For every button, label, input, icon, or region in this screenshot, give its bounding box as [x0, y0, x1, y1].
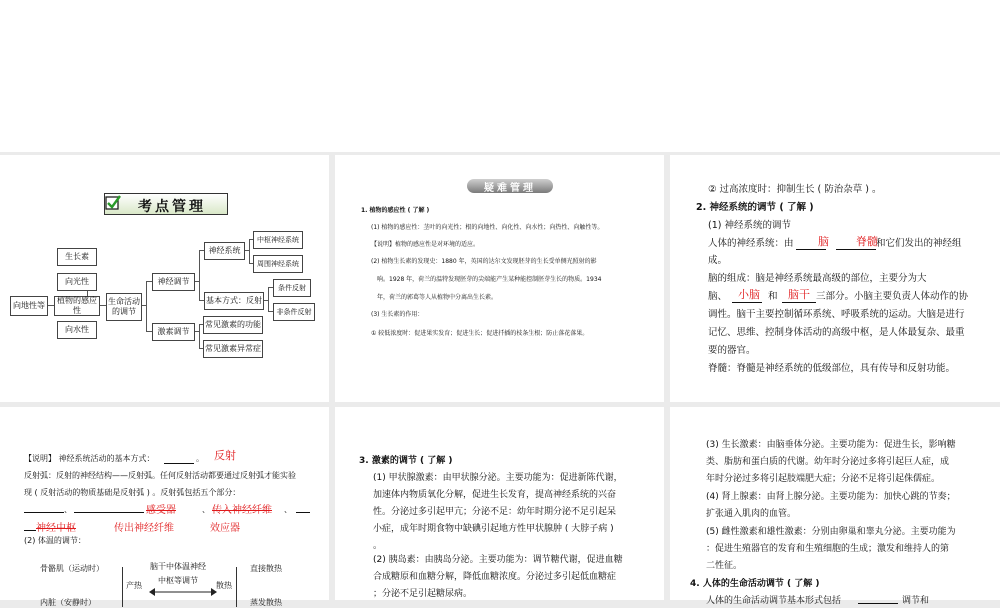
- separator-3: 、: [284, 505, 292, 514]
- answer-receptor: 感受器: [146, 505, 176, 516]
- label-brainstem-center: 脑干中体温神经: [150, 562, 206, 571]
- blank-part-3: [296, 503, 310, 513]
- separator-1: 、: [64, 505, 72, 514]
- slide-title: 疑难管理: [484, 183, 536, 194]
- text-line-11: 脊髓：脊髓是神经系统的低级部位，具有传导和反射功能。: [708, 363, 956, 374]
- box-unconditioned-reflex: 非条件反射: [273, 303, 315, 321]
- text-line-2: (1) 植物的感应性：茎叶的向光性；根的向地性、向化性、向水性；向热性、向触性等。: [371, 224, 604, 231]
- answer-nerve-center: 神经中枢: [36, 523, 76, 534]
- text-line-1: 3. 激素的调节 ( 了解 ): [359, 456, 453, 466]
- text-line-3: 现 ( 反射活动的物质基础是反射弧 ) 。反射弧包括五个部分：: [24, 488, 241, 497]
- text-line-10b: 调节和: [902, 596, 930, 606]
- answer-effector: 效应器: [210, 523, 240, 534]
- label-heat-dissipation: 散热: [216, 581, 232, 590]
- label-evaporation: 蒸发散热: [250, 598, 282, 607]
- label-brainstem-center-2: 中枢等调节: [158, 576, 198, 585]
- box-pns: 周围神经系统: [253, 255, 303, 273]
- box-phototropism: 向光性: [57, 273, 97, 291]
- text-line-2: 反射弧：反射的神经结构——反射弧。任何反射活动都要通过反射弧才能实验: [24, 471, 296, 480]
- blank-regulation: [858, 593, 898, 604]
- slide-thumbnail-4[interactable]: [0, 407, 329, 607]
- label-muscle: 骨骼肌（运动时）: [40, 564, 104, 573]
- text-line-1a: 【说明】 神经系统活动的基本方式：: [24, 454, 155, 463]
- text-line-6: 年，荷兰的郭葛等人从植物中分离出生长素。: [377, 294, 498, 301]
- box-hormonal-regulation: 激素调节: [152, 323, 195, 341]
- slide-thumbnail-5[interactable]: [335, 407, 664, 600]
- slide-thumbnail-2[interactable]: [335, 155, 664, 402]
- text-line-10: 人体的生命活动调节基本形式包括: [706, 596, 842, 606]
- text-line-4a: 人体的神经系统：由: [708, 238, 794, 249]
- brace-heat-dissipation: [236, 567, 241, 607]
- text-line-9: ；分泌不足引起糖尿病。: [373, 589, 473, 599]
- box-conditioned-reflex: 条件反射: [273, 279, 311, 297]
- text-line-9: 记忆、思维、控制身体活动的高级中枢，是人体最复杂、最重: [708, 327, 965, 338]
- answer-afferent: 传入神经纤维: [212, 505, 272, 516]
- label-heat-production: 产热: [126, 581, 142, 590]
- box-basic-mode: 基本方式：反射: [204, 292, 264, 310]
- answer-spinal-cord: 脊髓: [856, 235, 878, 248]
- text-line-3: 加速体内物质氧化分解，促进生长发育，提高神经系统的兴奋: [373, 490, 617, 500]
- text-line-3: 年时分泌过多将引起肢端肥大症；分泌不足将引起侏儒症。: [706, 474, 941, 484]
- text-line-1: 1. 植物的感应性 ( 了解 ): [361, 207, 430, 214]
- slide-title: 考点管理: [138, 199, 206, 215]
- blank-top-area: [0, 0, 1000, 152]
- checkbox-icon: [104, 194, 122, 212]
- box-auxin: 生长素: [57, 248, 97, 266]
- box-life-regulation: 生命活动 的调节: [106, 293, 142, 321]
- text-line-7b: 和: [768, 291, 778, 302]
- text-line-6: (5) 雌性激素和雄性激素：分别由卵巢和睾丸分泌。主要功能为: [706, 527, 956, 537]
- answer-reflex: 反射: [214, 449, 236, 462]
- text-line-7: (2) 胰岛素：由胰岛分泌。主要功能为：调节糖代谢，促进血糖: [373, 555, 623, 565]
- text-line-4: (4) 肾上腺素：由肾上腺分泌。主要功能为：加快心跳的节奏；: [706, 492, 956, 502]
- text-line-8: 二性征。: [706, 561, 743, 571]
- box-neural-regulation: 神经调节: [152, 273, 195, 291]
- text-line-5: 扩张通入肌肉的血管。: [706, 509, 797, 519]
- brace-heat-production: [118, 567, 123, 607]
- blank-part-2: [74, 503, 144, 513]
- answer-brain: 脑: [818, 235, 829, 248]
- text-line-2: (1) 甲状腺激素：由甲状腺分泌。主要功能为：促进新陈代谢，: [373, 473, 623, 483]
- text-line-1b: 。: [196, 454, 204, 463]
- text-line-4b: 和它们发出的神经组: [876, 238, 962, 249]
- text-line-3: (1) 神经系统的调节: [708, 220, 791, 231]
- text-line-5: (2) 体温的调节：: [24, 536, 86, 545]
- text-line-2: 类、脂肪和蛋白质的代谢。幼年时分泌过多将引起巨人症，成: [706, 457, 950, 467]
- text-line-8: 调性。脑干主要控制循环系统、呼吸系统的运动。大脑是进行: [708, 309, 965, 320]
- text-line-5: 小症，成年时期食物中缺碘引起地方性甲状腺肿 ( 大脖子病 ): [373, 524, 614, 534]
- text-line-9: 4. 人体的生命活动调节 ( 了解 ): [690, 579, 820, 589]
- answer-brainstem: 脑干: [788, 288, 810, 301]
- text-line-3: 【说明】植物的感应性是对环境的适应。: [371, 241, 480, 248]
- text-line-6: 。: [373, 541, 383, 551]
- text-line-5: 成。: [708, 255, 728, 266]
- text-line-2: 2. 神经系统的调节 ( 了解 ): [696, 202, 814, 213]
- box-hydrotropism: 向水性: [57, 321, 97, 339]
- separator-2: 、: [202, 505, 210, 514]
- box-cns: 中枢神经系统: [253, 231, 303, 249]
- box-hormone-function: 常见激素的功能: [203, 316, 263, 334]
- slide-thumbnail-3[interactable]: [670, 155, 1000, 402]
- text-line-4: 性。分泌过多引起甲亢；分泌不足：幼年时期分泌不足引起呆: [373, 507, 617, 517]
- slide-thumbnail-6[interactable]: [670, 407, 1000, 606]
- box-geotropism: 向地性等: [10, 296, 48, 316]
- box-nervous-system: 神经系统: [204, 242, 245, 260]
- blank-reflex: [164, 453, 194, 464]
- slide-thumbnail-1[interactable]: [0, 155, 329, 402]
- text-line-8: 合成糖原和血糖分解，降低血糖浓度。分泌过多引起低血糖症: [373, 572, 617, 582]
- text-line-4: (2) 植物生长素的发现史：1880 年，英国的达尔文发现胚芽的生长受单侧光照射的影: [371, 258, 597, 265]
- label-direct-dissipation: 直接散热: [250, 564, 282, 573]
- text-line-7: (3) 生长素的作用：: [371, 311, 424, 318]
- blank-part-1: [24, 503, 64, 513]
- text-line-6: 脑的组成：脑是神经系统最高级的部位，主要分为大: [708, 273, 927, 284]
- text-line-7a: 脑、: [708, 291, 728, 302]
- text-line-10: 要的器官。: [708, 345, 756, 356]
- box-hormone-disease: 常见激素异常症: [203, 340, 263, 358]
- text-line-5: 响。1928 年，荷兰的温特发现胚芽的尖端能产生某种能控制胚芽生长的物质。1934: [377, 276, 602, 283]
- answer-efferent: 传出神经纤维: [114, 523, 174, 534]
- text-line-1: ② 过高浓度时：抑制生长 ( 防治杂草 ) 。: [708, 184, 882, 195]
- box-plant-response: 植物的感应性: [54, 296, 100, 316]
- answer-cerebellum: 小脑: [738, 288, 760, 301]
- label-viscera: 内脏（安静时）: [40, 598, 96, 607]
- blank-part-4: [24, 521, 36, 531]
- text-line-7c: 三部分。小脑主要负责人体动作的协: [816, 291, 969, 302]
- text-line-1: (3) 生长激素：由脑垂体分泌。主要功能为：促进生长，影响糖: [706, 440, 956, 450]
- text-line-7: ：促进生殖器官的发育和生殖细胞的生成；激发和维持人的第: [706, 544, 950, 554]
- double-arrow-icon: [148, 587, 218, 597]
- text-line-8: ① 较低浓度时：促进果实发育；促进生长；促进扦插的枝条生根；防止落花落果。: [371, 330, 589, 337]
